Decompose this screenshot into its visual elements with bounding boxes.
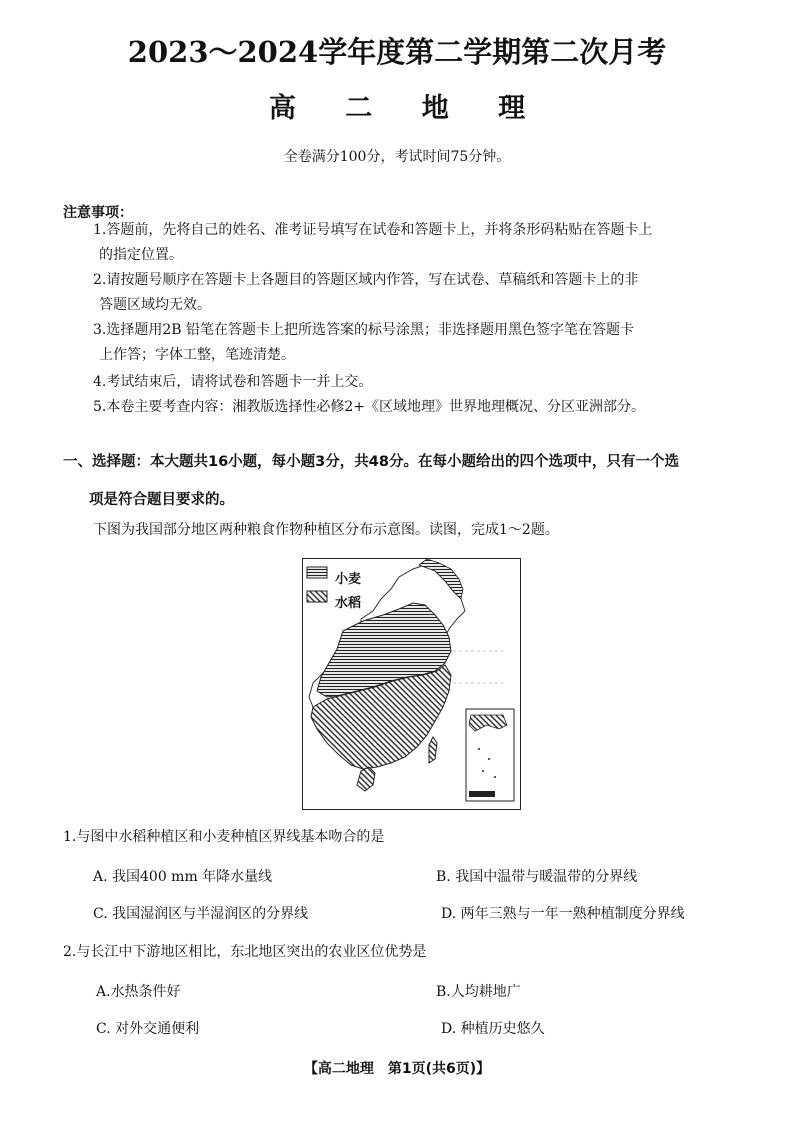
exam-title: 2023～2024学年度第二学期第二次月考: [127, 35, 667, 69]
section-heading-line1: 一、选择题：本大题共16小题，每小题3分，共48分。在每小题给出的四个选项中，只有一个选: [63, 454, 679, 470]
question-1-option-b: B. 我国中温带与暖温带的分界线: [436, 869, 638, 885]
exam-subject: 高 二 地 理: [268, 93, 546, 124]
question-1-option-a: A. 我国400 mm 年降水量线: [93, 869, 273, 885]
crop-distribution-map: [302, 558, 521, 810]
note-line: 的指定位置。: [99, 247, 183, 263]
exam-meta: 全卷满分100分，考试时间75分钟。: [283, 149, 511, 165]
note-line: 答题区域均无效。: [99, 297, 211, 313]
note-line: 5.本卷主要考查内容：湘教版选择性必修2+《区域地理》世界地理概况、分区亚洲部分。: [93, 399, 645, 415]
notes-heading: 注意事项：: [63, 205, 133, 221]
wheat-swatch: [307, 567, 327, 578]
question-2-stem: 2.与长江中下游地区相比，东北地区突出的农业区位优势是: [63, 944, 427, 960]
legend-rice-label: 水稻: [335, 596, 362, 611]
note-line: 2.请按题号顺序在答题卡上各题目的答题区域内作答，写在试卷、草稿纸和答题卡上的非: [93, 272, 639, 288]
note-line: 上作答；字体工整，笔迹清楚。: [99, 347, 295, 363]
hainan-island: [357, 767, 375, 791]
question-2-option-a: A.水热条件好: [96, 984, 181, 1000]
question-2-option-d: D. 种植历史悠久: [441, 1021, 545, 1037]
section-intro: 下图为我国部分地区两种粮食作物种植区分布示意图。读图，完成1～2题。: [93, 522, 559, 538]
taiwan-island: [429, 737, 437, 763]
legend-wheat-label: 小麦: [335, 572, 362, 587]
question-2-option-c: C. 对外交通便利: [96, 1021, 200, 1037]
note-line: 1.答题前，先将自己的姓名、准考证号填写在试卷和答题卡上，并将条形码粘贴在答题卡上: [93, 222, 653, 238]
south-china-sea-inset: [466, 709, 514, 801]
note-line: 4.考试结束后，请将试卷和答题卡一并上交。: [93, 374, 373, 390]
rice-swatch: [307, 591, 327, 602]
question-1-option-c: C. 我国湿润区与半湿润区的分界线: [93, 906, 309, 922]
note-line: 3.选择题用2B 铅笔在答题卡上把所选答案的标号涂黑；非选择题用黑色签字笔在答题卡: [93, 322, 635, 338]
question-1-option-d: D. 两年三熟与一年一熟种植制度分界线: [441, 906, 685, 922]
section-heading-line2: 项是符合题目要求的。: [89, 492, 234, 508]
question-1-stem: 1.与图中水稻种植区和小麦种植区界线基本吻合的是: [63, 829, 385, 845]
section-heading: [63, 443, 743, 519]
page-footer: 【高二地理 第1页(共6页)】: [303, 1061, 491, 1077]
map-legend: [307, 567, 327, 602]
question-2-option-b: B.人均耕地广: [436, 984, 521, 1000]
